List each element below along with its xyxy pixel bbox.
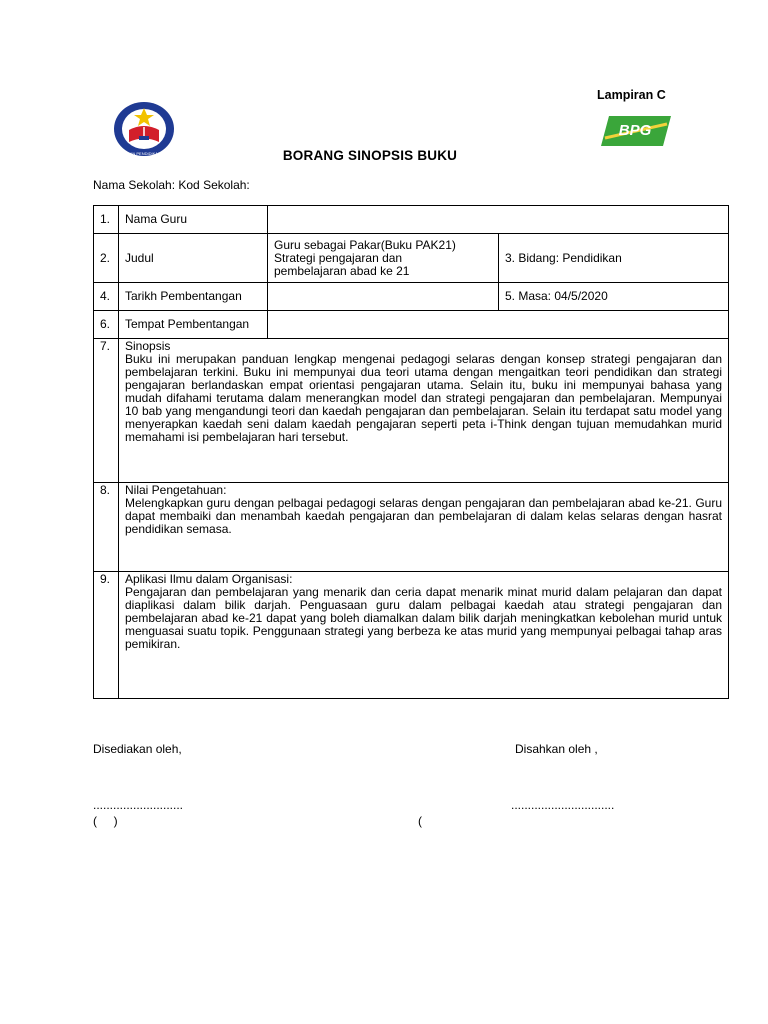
row-number: 1. (94, 206, 119, 234)
aplikasi-text: Pengajaran dan pembelajaran yang menarik dan ceria dapat menarik minat murid dalam pelajaran dan dapat diaplikasi dalam bilik darjah. Penguasaan guru dalam pelbagai kaedah atau strategi pengajaran dan pembelajaran abad ke-21 dapat yang boleh diamalkan dalam bilik darjah meningkatkan kebolehan murid untuk menguasai suatu topik. Penggunaan strategi yang berbeza ke atas murid yang mempunyai pelbagai tahap aras pemikiran. (125, 585, 722, 651)
nilai-field[interactable] (119, 483, 729, 572)
form-row-tempat (94, 311, 729, 339)
school-line: Nama Sekolah: Kod Sekolah: (93, 178, 250, 192)
aplikasi-label: Aplikasi Ilmu dalam Organisasi: (125, 572, 293, 586)
prepared-signature-line: ........................... (93, 798, 184, 812)
form-row-judul (94, 234, 729, 283)
tarikh-label: Tarikh Pembentangan (119, 283, 268, 311)
sinopsis-label: Sinopsis (125, 339, 171, 353)
nilai-label: Nilai Pengetahuan: (125, 483, 227, 497)
page-title: BORANG SINOPSIS BUKU (282, 148, 458, 163)
judul-label: Judul (119, 234, 268, 283)
row-number: 8. (94, 483, 119, 572)
prepared-by-label: Disediakan oleh, (93, 742, 182, 756)
bpg-logo-text: BPG (618, 122, 652, 139)
form-row-nama-guru (94, 206, 729, 234)
judul-line-2: Strategi pengajaran dan (274, 250, 403, 265)
row-number: 7. (94, 339, 119, 483)
row-number: 6. (94, 311, 119, 339)
tarikh-field[interactable] (268, 283, 499, 311)
prepared-name: ( ) (93, 814, 118, 828)
judul-line-3: pembelajaran abad ke 21 (274, 263, 410, 278)
bidang-field: 3. Bidang: Pendidikan (499, 234, 729, 283)
approved-signature-line: ............................... (511, 798, 615, 812)
row-number: 4. (94, 283, 119, 311)
synopsis-form (93, 205, 729, 699)
approved-name: ( (418, 814, 422, 828)
tempat-label: Tempat Pembentangan (119, 311, 268, 339)
lampiran-label: Lampiran C (597, 88, 666, 102)
row-number: 9. (94, 572, 119, 699)
form-row-aplikasi (94, 572, 729, 699)
sinopsis-field[interactable] (119, 339, 729, 483)
kpm-logo-text: KEMENTERIAN PENDIDIKAN MALAYSIA (106, 151, 182, 156)
nilai-text: Melengkapkan guru dengan pelbagai pedagogi selaras dengan pengajaran dan pembelajaran abad ke-21. Guru dapat membaiki dan menambah kaedah pengajaran dan pembelajaran di dalam kelas selaras dengan hasrat pendidikan semasa. (125, 496, 722, 536)
sinopsis-text: Buku ini merupakan panduan lengkap mengenai pedagogi selaras dengan konsep strategi pengajaran dan pembelajaran terkini. Buku ini mempunyai dua teori utama dengan mengaitkan teori pendidikan dan strategi pengajaran berlandaskan empat orientasi pengajaran utama. Selain itu, buku ini mempunyai bahasa yang mudah difahami terutama dalam menerangkan model dan strategi pengajaran dan pembelajaran. Mempunyai 10 bab yang mengandungi teori dan kaedah pengajaran dan pembelajaran. Selain itu terdapat satu model yang menyerapkan kaedah seni dalam kaedah pengajaran seperti peta i-Think dengan tujuan memudahkan murid memahami isi pembelajaran hari tersebut. (125, 352, 722, 444)
tempat-field[interactable] (268, 311, 729, 339)
nama-guru-field[interactable] (268, 206, 729, 234)
judul-line-1: Guru sebagai Pakar(Buku PAK21) (274, 237, 456, 252)
judul-field[interactable] (268, 234, 499, 283)
masa-field: 5. Masa: 04/5/2020 (499, 283, 729, 311)
form-row-tarikh (94, 283, 729, 311)
bpg-logo (601, 114, 671, 148)
form-row-nilai (94, 483, 729, 572)
form-row-sinopsis (94, 339, 729, 483)
nama-guru-label: Nama Guru (119, 206, 268, 234)
approved-by-label: Disahkan oleh , (515, 742, 598, 756)
aplikasi-field[interactable] (119, 572, 729, 699)
row-number: 2. (94, 234, 119, 283)
